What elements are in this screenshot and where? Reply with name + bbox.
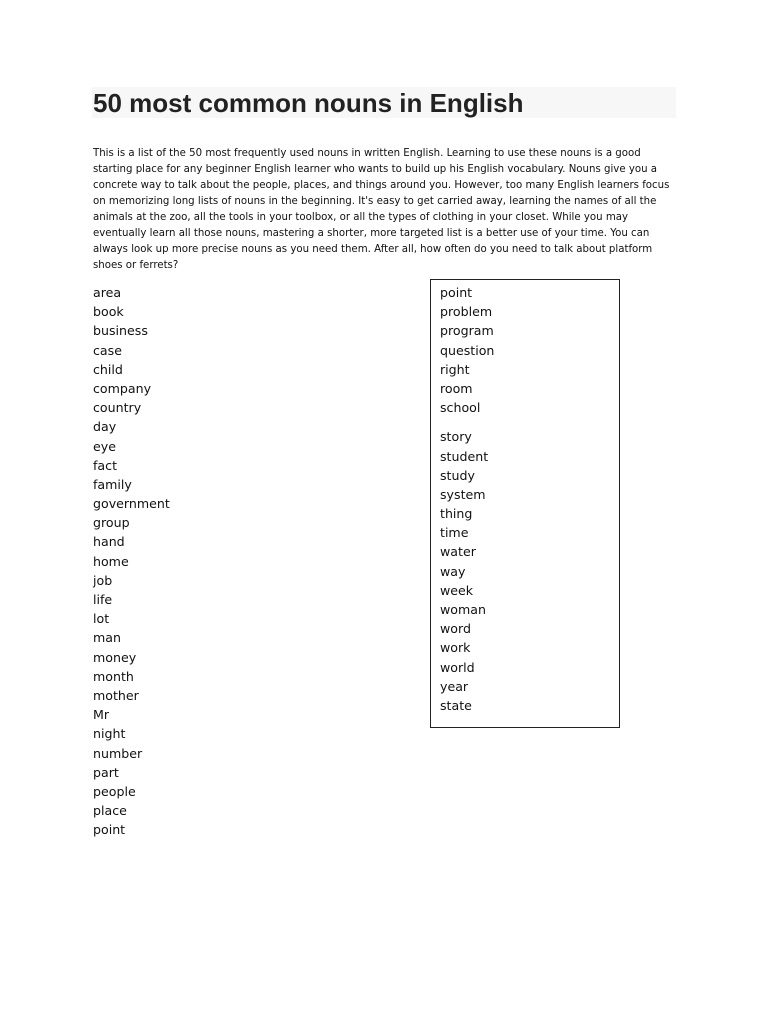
noun-list-item: eye [93,438,116,454]
noun-list-item: money [93,649,137,665]
page-title: 50 most common nouns in English [93,88,524,118]
noun-list-item: state [440,697,472,713]
noun-list-left [93,283,170,839]
noun-list-item: student [440,448,489,464]
noun-list-item: water [440,544,476,560]
noun-list-item: mother [93,687,139,703]
noun-list-item: part [93,764,119,780]
noun-list-item: life [93,592,113,607]
noun-list-item: program [440,323,494,339]
noun-list-item: room [440,380,473,396]
noun-list-item: people [93,783,136,799]
noun-list-item: work [440,640,471,656]
noun-list-item: problem [440,304,493,320]
noun-list-item: government [93,496,170,512]
noun-list-item: home [93,553,129,569]
noun-list-item: week [440,582,474,598]
noun-list-item: fact [93,457,118,473]
noun-list-item: way [440,563,466,579]
noun-list-item: hand [93,534,125,550]
noun-list-item: woman [440,602,486,617]
noun-list-item: story [440,429,472,445]
noun-list-item: lot [93,611,110,627]
intro-paragraph: This is a list of the 50 most frequently used nouns in written English. Learning to use these nouns is a good starting place for any beginner English learner who wants to build up his English vocabulary. Nouns give you a concrete way to talk about the people, places, and things around you. However, too many English learners focus on memorizing long lists of nouns in the beginning. It's easy to get carried away, learning the names of all the animals at the zoo, all the tools in your toolbox, or all the types of clothing in your closet. While you may eventually learn all those nouns, mastering a shorter, more targeted list is a better use of your time. You can always look up more precise nouns as you need them. After all, how often do you need to talk about platform shoes or ferrets? [93,148,670,271]
noun-list-item: word [440,621,471,637]
noun-list-item: system [440,486,486,502]
noun-list-item: family [93,476,132,492]
noun-list-item: case [93,342,122,358]
noun-list-item: thing [440,506,473,522]
noun-list-item: day [93,419,117,435]
noun-list-box [430,279,620,728]
noun-list-item: study [440,467,475,483]
noun-list-item: school [440,400,481,416]
noun-list-item: job [93,572,113,588]
noun-list-item: business [93,323,148,339]
noun-list-item: point [440,285,473,300]
noun-list-item: Mr [93,707,110,723]
noun-list-item: question [440,342,495,358]
noun-list-item: place [93,803,127,819]
noun-list-item: book [93,304,124,320]
noun-list-item: night [93,726,126,742]
noun-list-item: right [440,361,470,377]
noun-list-item: world [440,659,475,675]
noun-list-item: man [93,630,121,646]
noun-list-right [440,283,494,715]
noun-list-item: group [93,515,130,531]
noun-list-item: company [93,380,152,396]
noun-list-item: child [93,361,123,377]
noun-list-item: country [93,400,142,416]
noun-list-item: area [93,285,122,300]
noun-list-item: number [93,745,143,761]
noun-list-item: time [440,525,469,541]
noun-list-item: year [440,678,469,694]
noun-list-item: month [93,668,134,684]
noun-list-item: point [93,822,126,838]
